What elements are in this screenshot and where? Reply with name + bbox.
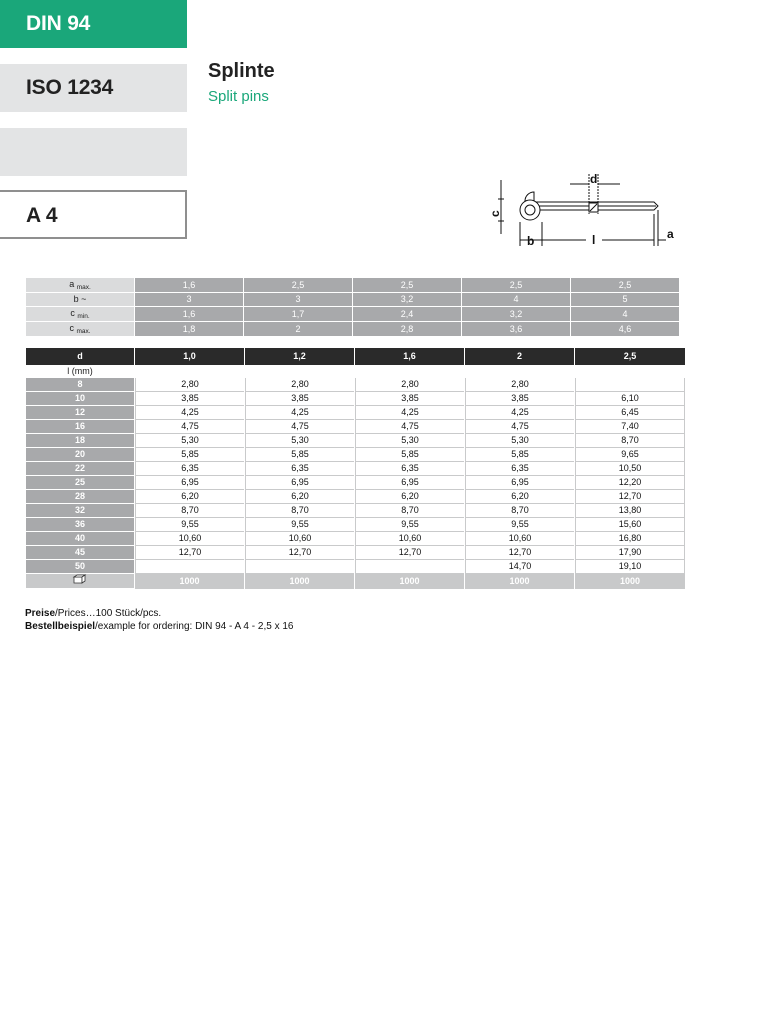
table-cell: 6,95 [135, 476, 244, 490]
spec-cell: 3,2 [462, 307, 570, 322]
table-row [26, 462, 685, 476]
length-label: 20 [26, 448, 134, 462]
table-row [26, 392, 685, 406]
table-cell: 3,85 [465, 392, 574, 406]
table-cell [355, 560, 464, 574]
spec-cell: 1,8 [135, 322, 243, 337]
table-cell: 10,60 [135, 532, 244, 546]
table-cell: 4,25 [355, 406, 464, 420]
table-cell: 17,90 [575, 546, 685, 560]
tab-din-94[interactable] [0, 0, 187, 48]
table-cell: 14,70 [465, 560, 574, 574]
table-cell: 5,30 [135, 434, 244, 448]
table-cell: 3,85 [245, 392, 354, 406]
table-cell: 8,70 [465, 504, 574, 518]
table-cell: 12,70 [355, 546, 464, 560]
table-cell: 4,75 [135, 420, 244, 434]
length-label: 40 [26, 532, 134, 546]
pack-quantity: 1000 [465, 574, 574, 589]
table-cell: 4,75 [465, 420, 574, 434]
tab-empty[interactable] [0, 128, 187, 176]
spec-cell: 3,2 [353, 293, 461, 307]
table-row [26, 560, 685, 574]
pack-quantity: 1000 [135, 574, 244, 589]
table-cell: 15,60 [575, 518, 685, 532]
drawing-label-d: d [590, 172, 598, 186]
table-cell: 2,80 [245, 378, 354, 392]
pack-quantity: 1000 [355, 574, 464, 589]
table-cell: 5,85 [245, 448, 354, 462]
table-row [26, 546, 685, 560]
table-cell: 5,85 [465, 448, 574, 462]
page-title: Splinte [208, 60, 275, 82]
table-cell: 5,30 [245, 434, 354, 448]
table-cell: 5,85 [135, 448, 244, 462]
table-row [26, 476, 685, 490]
length-label: 28 [26, 490, 134, 504]
table-cell: 9,55 [465, 518, 574, 532]
table-cell: 10,60 [465, 532, 574, 546]
table-cell: 6,35 [355, 462, 464, 476]
spec-cell: 5 [571, 293, 679, 307]
table-cell [135, 560, 244, 574]
length-label: 50 [26, 560, 134, 574]
spec-cell: 2,5 [462, 278, 570, 293]
table-cell: 6,95 [245, 476, 354, 490]
length-label: 45 [26, 546, 134, 560]
length-label: 25 [26, 476, 134, 490]
length-label: 12 [26, 406, 134, 420]
table-cell: 16,80 [575, 532, 685, 546]
drawing-label-b: b [527, 234, 535, 248]
table-cell: 4,75 [245, 420, 354, 434]
table-cell: 4,75 [355, 420, 464, 434]
table-cell: 4,25 [465, 406, 574, 420]
length-label: 8 [26, 378, 134, 392]
table-cell: 10,50 [575, 462, 685, 476]
split-pin-drawing [488, 170, 684, 250]
drawing-label-a: a [667, 227, 674, 241]
spec-row [26, 322, 679, 337]
header-col-1: 1,0 [135, 348, 244, 365]
length-label: 18 [26, 434, 134, 448]
spec-cell: 4 [571, 307, 679, 322]
table-cell: 8,70 [355, 504, 464, 518]
table-cell: 6,10 [575, 392, 685, 406]
spec-row-label: c $_{min.}$ [26, 307, 134, 322]
table-cell: 12,70 [465, 546, 574, 560]
spec-row-label: a $_{max.}$ [26, 278, 134, 293]
packaging-row [26, 574, 685, 589]
spec-cell: 3 [135, 293, 243, 307]
table-cell: 8,70 [135, 504, 244, 518]
table-cell: 6,95 [355, 476, 464, 490]
table-cell: 8,70 [245, 504, 354, 518]
table-row [26, 490, 685, 504]
spec-cell: 1,7 [244, 307, 352, 322]
tab-iso-1234-label: ISO 1234 [26, 76, 114, 99]
tab-iso-1234[interactable] [0, 64, 187, 112]
spec-cell: 2,5 [353, 278, 461, 293]
table-cell: 8,70 [575, 434, 685, 448]
length-label: 16 [26, 420, 134, 434]
header-col-3: 1,6 [355, 348, 464, 365]
drawing-label-c: c [488, 210, 502, 217]
table-cell: 10,60 [355, 532, 464, 546]
spec-cell: 3 [244, 293, 352, 307]
spec-cell: 4 [462, 293, 570, 307]
table-cell [245, 560, 354, 574]
table-cell: 6,20 [245, 490, 354, 504]
spec-row [26, 278, 679, 293]
spec-cell: 1,6 [135, 307, 243, 322]
table-cell: 4,25 [245, 406, 354, 420]
table-cell: 4,25 [135, 406, 244, 420]
notes [25, 607, 293, 633]
spec-row [26, 293, 679, 307]
spec-cell: 2,8 [353, 322, 461, 337]
table-cell: 6,35 [465, 462, 574, 476]
table-cell: 9,55 [355, 518, 464, 532]
table-row [26, 448, 685, 462]
table-row [26, 420, 685, 434]
table-cell: 6,35 [245, 462, 354, 476]
length-label: 36 [26, 518, 134, 532]
table-cell: 6,20 [135, 490, 244, 504]
table-cell: 9,55 [135, 518, 244, 532]
drawing-label-l: l [592, 233, 596, 247]
table-cell: 9,65 [575, 448, 685, 462]
table-cell: 6,95 [465, 476, 574, 490]
table-row [26, 406, 685, 420]
spec-cell: 2,5 [244, 278, 352, 293]
table-cell: 12,70 [575, 490, 685, 504]
table-cell: 12,20 [575, 476, 685, 490]
size-table [25, 348, 686, 589]
spec-table [25, 278, 680, 337]
table-cell: 19,10 [575, 560, 685, 574]
table-cell: 6,20 [355, 490, 464, 504]
tab-material-a4[interactable] [0, 190, 187, 239]
order-example: Bestellbeispiel/example for ordering: DIN 94 - A 4 - 2,5 x 16 [25, 621, 294, 632]
size-table-header [26, 348, 685, 365]
spec-row [26, 307, 679, 322]
pack-quantity: 1000 [245, 574, 354, 589]
table-cell: 5,30 [465, 434, 574, 448]
table-cell [575, 378, 685, 392]
table-cell: 5,30 [355, 434, 464, 448]
table-row [26, 434, 685, 448]
tab-din-94-label: DIN 94 [26, 12, 91, 35]
spec-cell: 2 [244, 322, 352, 337]
table-cell: 5,85 [355, 448, 464, 462]
spec-row-label: c $_{max.}$ [26, 322, 134, 337]
spec-cell: 4,6 [571, 322, 679, 337]
header-col-4: 2 [465, 348, 574, 365]
table-cell: 6,35 [135, 462, 244, 476]
table-cell: 10,60 [245, 532, 354, 546]
spec-cell: 1,6 [135, 278, 243, 293]
header-col-5: 2,5 [575, 348, 685, 365]
length-label: 22 [26, 462, 134, 476]
tab-material-label: A 4 [26, 204, 58, 227]
header-label: d [26, 348, 134, 365]
table-row [26, 378, 685, 392]
table-row [26, 518, 685, 532]
table-cell: 2,80 [355, 378, 464, 392]
spec-cell: 2,4 [353, 307, 461, 322]
header-col-2: 1,2 [245, 348, 354, 365]
pack-quantity: 1000 [575, 574, 685, 589]
unit-row [26, 365, 685, 378]
table-cell: 13,80 [575, 504, 685, 518]
prices-note: Preise/Prices…100 Stück/pcs. [25, 608, 162, 619]
length-label: 32 [26, 504, 134, 518]
spec-cell: 2,5 [571, 278, 679, 293]
table-cell: 9,55 [245, 518, 354, 532]
table-cell: 12,70 [135, 546, 244, 560]
table-row [26, 532, 685, 546]
spec-row-label: b ~ [26, 293, 134, 307]
length-label: 10 [26, 392, 134, 406]
table-cell: 3,85 [135, 392, 244, 406]
table-cell: 2,80 [465, 378, 574, 392]
table-cell: 12,70 [245, 546, 354, 560]
table-cell: 3,85 [355, 392, 464, 406]
spec-cell: 3,6 [462, 322, 570, 337]
box-icon [26, 574, 134, 589]
table-cell: 6,20 [465, 490, 574, 504]
table-row [26, 504, 685, 518]
unit-label: l (mm) [26, 365, 134, 378]
table-cell: 2,80 [135, 378, 244, 392]
page-subtitle: Split pins [208, 88, 269, 105]
table-cell: 7,40 [575, 420, 685, 434]
table-cell: 6,45 [575, 406, 685, 420]
